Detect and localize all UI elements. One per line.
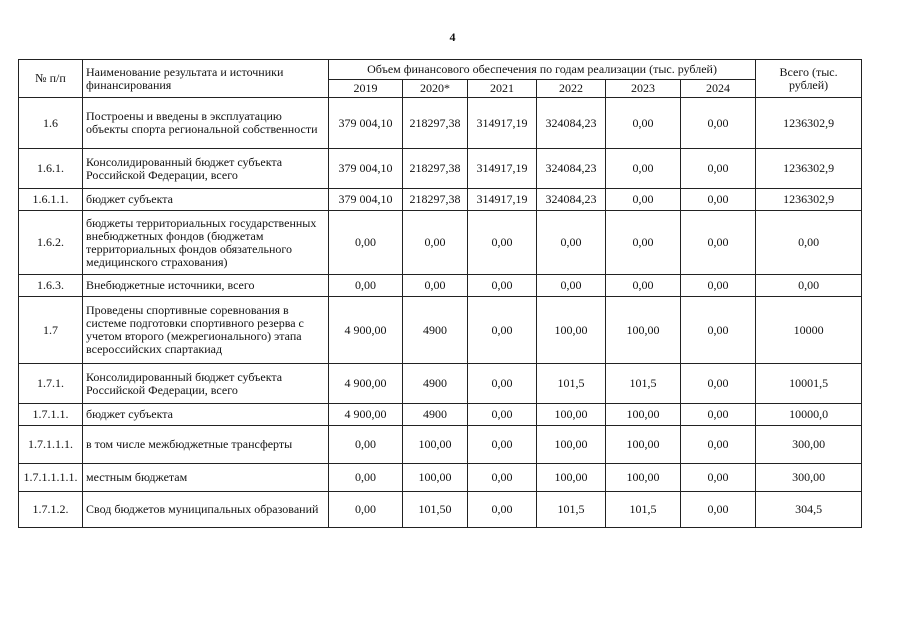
row-value: 101,5 (537, 364, 606, 404)
header-year: 2021 (468, 80, 537, 98)
row-value: 101,5 (606, 364, 681, 404)
row-total: 1236302,9 (756, 189, 862, 211)
row-value: 0,00 (537, 211, 606, 275)
row-value: 0,00 (681, 404, 756, 426)
row-value: 0,00 (681, 297, 756, 364)
row-number: 1.7.1.2. (19, 492, 83, 528)
row-value: 0,00 (403, 211, 468, 275)
row-value: 100,00 (537, 297, 606, 364)
row-value: 0,00 (537, 275, 606, 297)
page-number: 4 (449, 30, 456, 44)
row-value: 0,00 (681, 275, 756, 297)
row-value: 100,00 (537, 426, 606, 464)
row-value: 0,00 (681, 149, 756, 189)
table-row (19, 189, 862, 211)
row-number: 1.7.1. (19, 364, 83, 404)
row-value: 0,00 (681, 189, 756, 211)
header-year: 2020* (403, 80, 468, 98)
row-value: 314917,19 (468, 98, 537, 149)
row-value: 0,00 (329, 275, 403, 297)
header-year: 2019 (329, 80, 403, 98)
table-row (19, 364, 862, 404)
row-number: 1.6 (19, 98, 83, 149)
row-total: 0,00 (756, 211, 862, 275)
row-total: 10000 (756, 297, 862, 364)
table-row (19, 297, 862, 364)
table-row (19, 275, 862, 297)
row-number: 1.7.1.1. (19, 404, 83, 426)
row-value: 0,00 (681, 426, 756, 464)
row-name: Консолидированный бюджет субъекта Российской Федерации, всего (83, 149, 329, 189)
table-row (19, 211, 862, 275)
table-row (19, 464, 862, 492)
row-value: 100,00 (537, 404, 606, 426)
row-value: 4 900,00 (329, 297, 403, 364)
row-value: 218297,38 (403, 149, 468, 189)
row-value: 0,00 (468, 426, 537, 464)
header-num: № п/п (19, 60, 83, 98)
row-value: 100,00 (537, 464, 606, 492)
row-value: 0,00 (329, 426, 403, 464)
row-total: 300,00 (756, 426, 862, 464)
row-value: 0,00 (681, 364, 756, 404)
row-number: 1.6.3. (19, 275, 83, 297)
row-value: 0,00 (681, 464, 756, 492)
table-row (19, 149, 862, 189)
row-name: Свод бюджетов муниципальных образований (83, 492, 329, 528)
table-row (19, 98, 862, 149)
row-name: местным бюджетам (83, 464, 329, 492)
row-value: 4 900,00 (329, 364, 403, 404)
row-number: 1.7.1.1.1.1. (19, 464, 83, 492)
header-year: 2023 (606, 80, 681, 98)
row-value: 101,5 (606, 492, 681, 528)
row-value: 0,00 (468, 364, 537, 404)
header-name: Наименование результата и источники финансирования (83, 60, 329, 98)
row-name: бюджет субъекта (83, 189, 329, 211)
row-value: 0,00 (681, 211, 756, 275)
row-total: 1236302,9 (756, 98, 862, 149)
row-value: 324084,23 (537, 189, 606, 211)
row-value: 0,00 (468, 404, 537, 426)
row-value: 379 004,10 (329, 149, 403, 189)
row-name: Проведены спортивные соревнования в системе подготовки спортивного резерва с учетом второго (межрегионального) этапа всероссийских спартакиад (83, 297, 329, 364)
header-year: 2022 (537, 80, 606, 98)
row-value: 0,00 (468, 275, 537, 297)
financing-table (18, 59, 862, 528)
header-total: Всего (тыс. рублей) (756, 60, 862, 98)
row-name: Внебюджетные источники, всего (83, 275, 329, 297)
row-value: 4900 (403, 404, 468, 426)
row-number: 1.7.1.1.1. (19, 426, 83, 464)
row-value: 0,00 (606, 98, 681, 149)
row-total: 10000,0 (756, 404, 862, 426)
row-value: 4900 (403, 364, 468, 404)
row-value: 0,00 (468, 297, 537, 364)
row-value: 0,00 (329, 211, 403, 275)
row-value: 0,00 (681, 492, 756, 528)
row-value: 4 900,00 (329, 404, 403, 426)
row-value: 4900 (403, 297, 468, 364)
row-name: бюджет субъекта (83, 404, 329, 426)
row-value: 379 004,10 (329, 189, 403, 211)
row-name: Консолидированный бюджет субъекта Российской Федерации, всего (83, 364, 329, 404)
row-total: 304,5 (756, 492, 862, 528)
row-value: 0,00 (329, 492, 403, 528)
row-number: 1.6.1. (19, 149, 83, 189)
row-value: 324084,23 (537, 98, 606, 149)
row-value: 0,00 (606, 149, 681, 189)
row-value: 100,00 (606, 297, 681, 364)
row-value: 0,00 (403, 275, 468, 297)
row-value: 379 004,10 (329, 98, 403, 149)
row-value: 101,50 (403, 492, 468, 528)
row-value: 314917,19 (468, 149, 537, 189)
row-name: Построены и введены в эксплуатацию объекты спорта региональной собственности (83, 98, 329, 149)
row-name: в том числе межбюджетные трансферты (83, 426, 329, 464)
row-name: бюджеты территориальных государственных внебюджетных фондов (бюджетам территориальных фондов обязательного медицинского страхования) (83, 211, 329, 275)
row-number: 1.6.2. (19, 211, 83, 275)
row-value: 0,00 (468, 492, 537, 528)
row-value: 0,00 (468, 211, 537, 275)
row-total: 300,00 (756, 464, 862, 492)
row-number: 1.7 (19, 297, 83, 364)
row-value: 100,00 (606, 464, 681, 492)
row-value: 218297,38 (403, 189, 468, 211)
row-value: 101,5 (537, 492, 606, 528)
row-value: 100,00 (403, 426, 468, 464)
row-total: 1236302,9 (756, 149, 862, 189)
row-value: 0,00 (468, 464, 537, 492)
row-total: 10001,5 (756, 364, 862, 404)
header-volume: Объем финансового обеспечения по годам реализации (тыс. рублей) (329, 60, 756, 80)
row-value: 100,00 (403, 464, 468, 492)
row-value: 324084,23 (537, 149, 606, 189)
row-value: 100,00 (606, 404, 681, 426)
row-value: 314917,19 (468, 189, 537, 211)
row-value: 0,00 (606, 275, 681, 297)
table-row (19, 492, 862, 528)
row-total: 0,00 (756, 275, 862, 297)
row-number: 1.6.1.1. (19, 189, 83, 211)
row-value: 0,00 (606, 211, 681, 275)
table-row (19, 426, 862, 464)
row-value: 0,00 (681, 98, 756, 149)
row-value: 0,00 (329, 464, 403, 492)
header-year: 2024 (681, 80, 756, 98)
table-row (19, 404, 862, 426)
row-value: 218297,38 (403, 98, 468, 149)
row-value: 0,00 (606, 189, 681, 211)
row-value: 100,00 (606, 426, 681, 464)
